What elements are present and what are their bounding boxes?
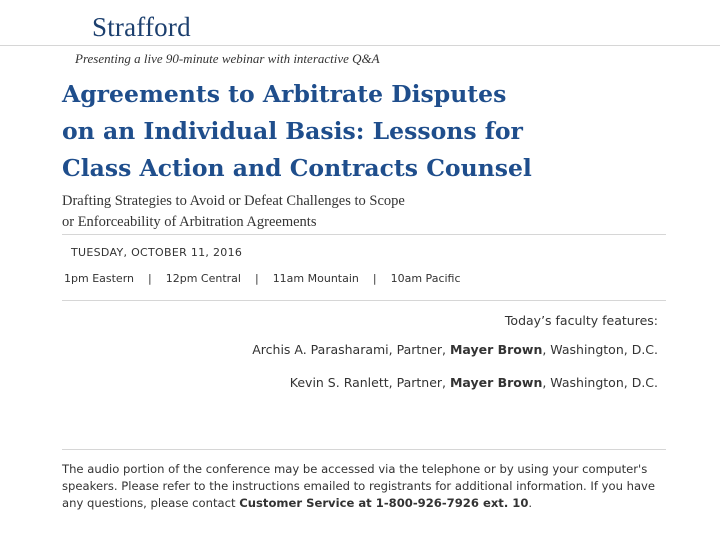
subtitle-line: Drafting Strategies to Avoid or Defeat Challenges to Scope <box>62 193 405 209</box>
audio-notice <box>62 461 662 512</box>
section-divider <box>62 234 666 235</box>
faculty-name-role: Kevin S. Ranlett, Partner, <box>289 375 450 390</box>
notice-end: . <box>528 496 533 510</box>
title-line: Class Action and Contracts Counsel <box>62 154 532 182</box>
section-divider <box>62 449 666 450</box>
strafford-logo: Strafford <box>92 12 191 42</box>
time-separator: | <box>372 272 377 285</box>
subtitle-line: or Enforceability of Arbitration Agreements <box>62 214 317 230</box>
webinar-date: TUESDAY, OCTOBER 11, 2016 <box>71 246 243 259</box>
title-line: on an Individual Basis: Lessons for <box>62 117 523 145</box>
time-mountain: 11am Mountain <box>272 272 359 285</box>
time-zones <box>64 272 461 285</box>
time-pacific: 10am Pacific <box>390 272 461 285</box>
title-line: Agreements to Arbitrate Disputes <box>62 80 507 108</box>
faculty-location: , Washington, D.C. <box>542 342 658 357</box>
section-divider <box>62 300 666 301</box>
faculty-member <box>252 342 658 357</box>
faculty-name-role: Archis A. Parasharami, Partner, <box>252 342 450 357</box>
time-eastern: 1pm Eastern <box>64 272 134 285</box>
faculty-firm: Mayer Brown <box>449 342 543 357</box>
webinar-subtitle <box>62 191 662 233</box>
faculty-member <box>290 375 658 390</box>
time-central: 12pm Central <box>165 272 241 285</box>
faculty-firm: Mayer Brown <box>449 375 543 390</box>
customer-service-contact: Customer Service at 1-800-926-7926 ext. 10 <box>239 496 529 510</box>
header-divider <box>0 45 720 46</box>
time-separator: | <box>254 272 259 285</box>
tagline: Presenting a live 90-minute webinar with interactive Q&A <box>75 51 380 66</box>
webinar-title <box>62 76 682 187</box>
notice-text: The audio portion of the conference may be accessed via the telephone or by using your computer's speakers. Please refer to the instructions emailed to registrants for additional information. If you have any questions, please contact <box>62 462 656 510</box>
faculty-heading: Today’s faculty features: <box>504 313 658 328</box>
faculty-location: , Washington, D.C. <box>542 375 658 390</box>
time-separator: | <box>148 272 152 285</box>
